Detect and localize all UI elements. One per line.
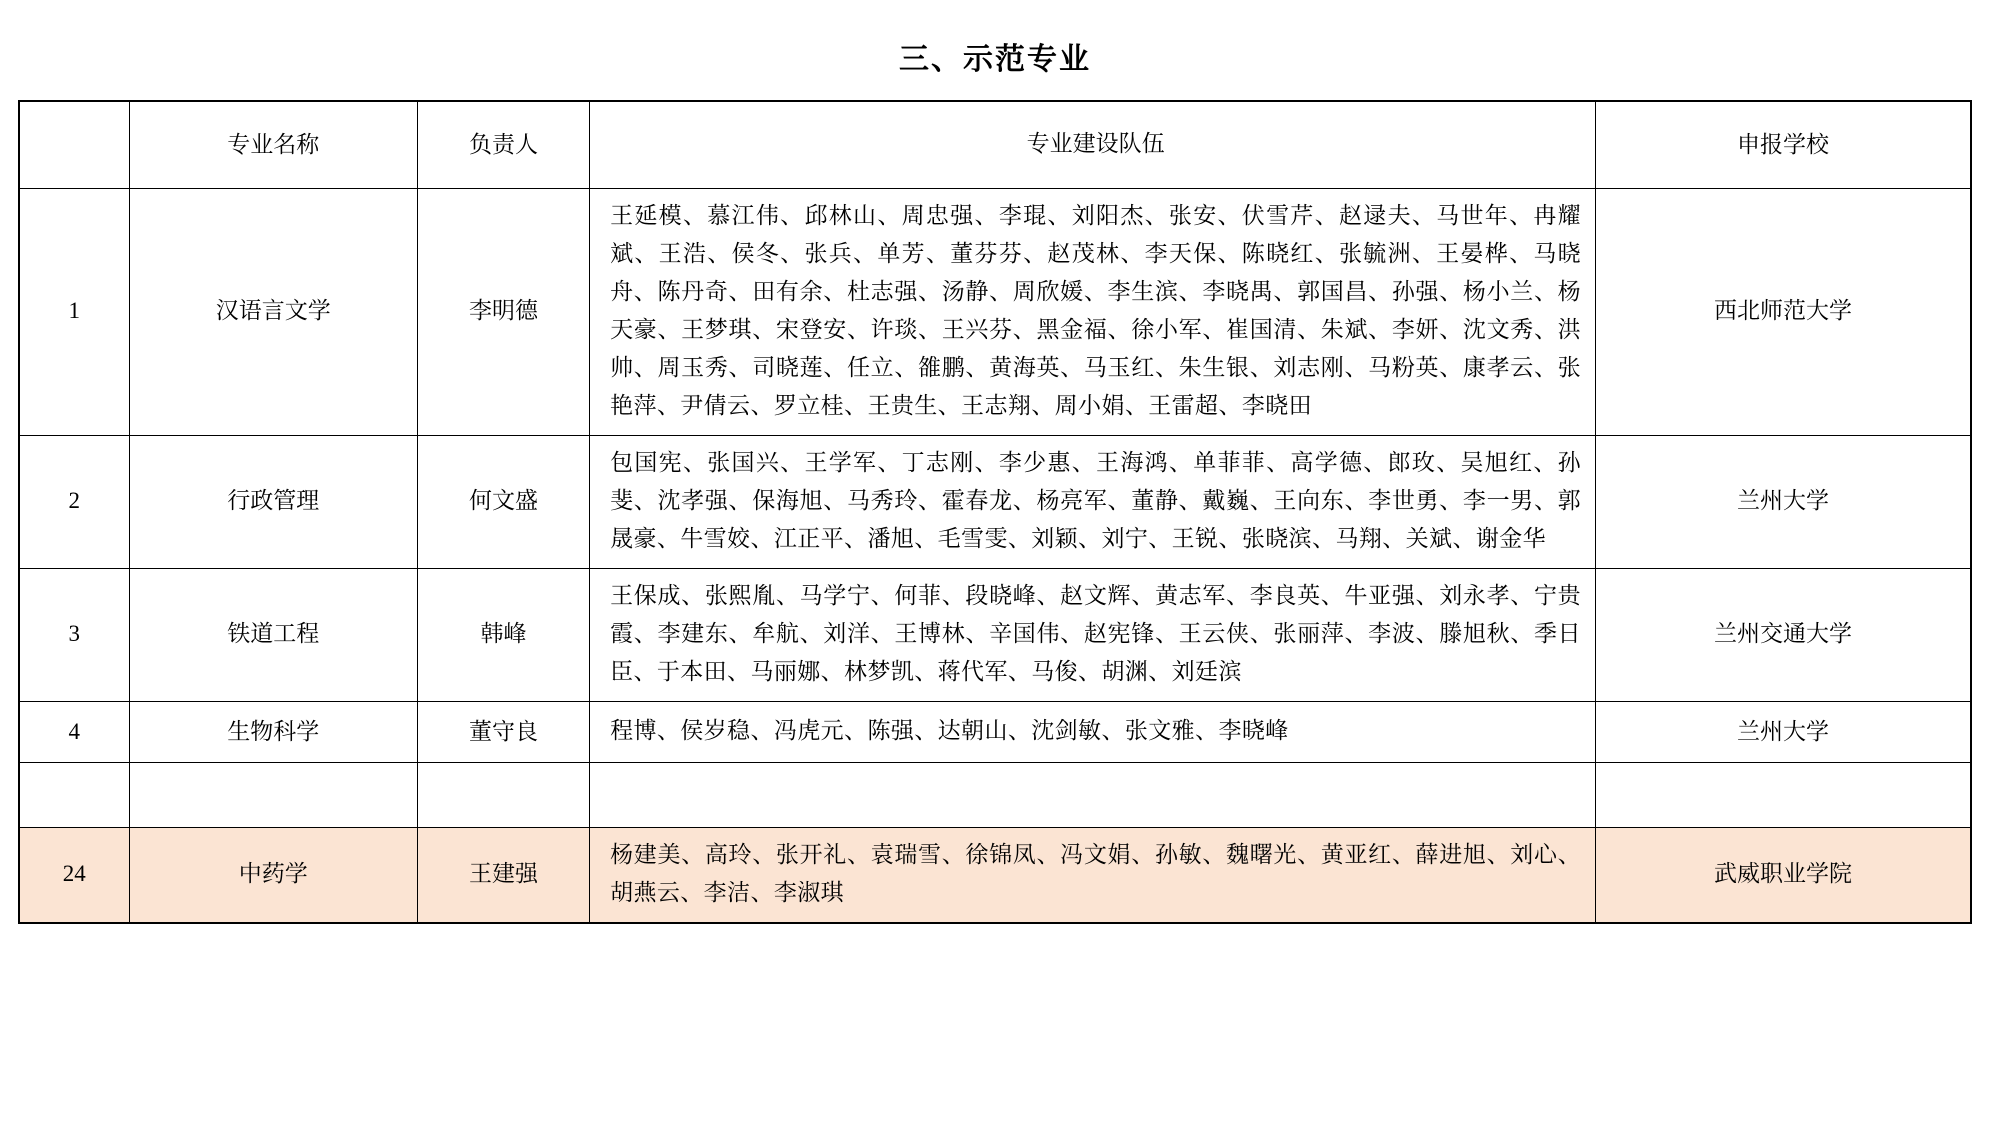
- header-row: [19, 101, 1971, 189]
- row-team: [590, 569, 1596, 702]
- row-major: 中药学: [129, 828, 417, 924]
- table-row: [19, 702, 1971, 763]
- row-team-text: 包国宪、张国兴、王学军、丁志刚、李少惠、王海鸿、单菲菲、高学德、郎玫、吴旭红、孙斐、沈孝强、保海旭、马秀玲、霍春龙、杨亮军、董静、戴巍、王向东、李世勇、李一男、郭晟豪、牛雪姣、江正平、潘旭、毛雪雯、刘颖、刘宁、王锐、张晓滨、马翔、关斌、谢金华: [610, 450, 1582, 551]
- table-row: [19, 569, 1971, 702]
- demonstration-major-table: [18, 100, 1972, 924]
- row-team-text: 王保成、张熙胤、马学宁、何菲、段晓峰、赵文辉、黄志军、李良英、牛亚强、刘永孝、宁贵霞、李建东、牟航、刘洋、王博林、辛国伟、赵宪锋、王云侠、张丽萍、李波、滕旭秋、季日臣、于本田、马丽娜、林梦凯、蒋代军、马俊、胡渊、刘廷滨: [610, 583, 1582, 684]
- row-school: 兰州交通大学: [1596, 569, 1971, 702]
- row-leader: 董守良: [417, 702, 589, 763]
- row-index: 1: [19, 189, 129, 436]
- table-body: [19, 189, 1971, 924]
- row-major: 汉语言文学: [129, 189, 417, 436]
- row-team-text: 程博、侯岁稳、冯虎元、陈强、达朝山、沈剑敏、张文雅、李晓峰: [610, 718, 1289, 743]
- table-row-highlighted: [19, 828, 1971, 924]
- header-leader: 负责人: [417, 101, 589, 189]
- row-school: 兰州大学: [1596, 702, 1971, 763]
- header-index: [19, 101, 129, 189]
- row-school: 武威职业学院: [1596, 828, 1971, 924]
- row-major: 生物科学: [129, 702, 417, 763]
- table-row-spacer: [19, 763, 1971, 828]
- header-school: 申报学校: [1596, 101, 1971, 189]
- row-team: [590, 763, 1596, 828]
- row-major: 铁道工程: [129, 569, 417, 702]
- page-title: 三、示范专业: [899, 43, 1091, 76]
- row-index: 3: [19, 569, 129, 702]
- row-index: 24: [19, 828, 129, 924]
- row-major: [129, 763, 417, 828]
- row-school: 兰州大学: [1596, 436, 1971, 569]
- row-index: 4: [19, 702, 129, 763]
- row-team: [590, 189, 1596, 436]
- row-major: 行政管理: [129, 436, 417, 569]
- row-team: [590, 828, 1596, 924]
- row-index: 2: [19, 436, 129, 569]
- row-index: [19, 763, 129, 828]
- row-team-text: 杨建美、高玲、张开礼、袁瑞雪、徐锦凤、冯文娟、孙敏、魏曙光、黄亚红、薛进旭、刘心、胡燕云、李洁、李淑琪: [610, 842, 1582, 905]
- row-team-text: 王延模、慕江伟、邱林山、周忠强、李琨、刘阳杰、张安、伏雪芹、赵逯夫、马世年、冉耀斌、王浩、侯冬、张兵、单芳、董芬芬、赵茂林、李天保、陈晓红、张毓洲、王晏桦、马晓舟、陈丹奇、田有余、杜志强、汤静、周欣媛、李生滨、李晓禺、郭国昌、孙强、杨小兰、杨天豪、王梦琪、宋登安、许琰、王兴芬、黑金福、徐小军、崔国清、朱斌、李妍、沈文秀、洪帅、周玉秀、司晓莲、任立、雒鹏、黄海英、马玉红、朱生银、刘志刚、马粉英、康孝云、张艳萍、尹倩云、罗立桂、王贵生、王志翔、周小娟、王雷超、李晓田: [610, 203, 1582, 418]
- row-leader: [417, 763, 589, 828]
- header-major: 专业名称: [129, 101, 417, 189]
- row-leader: 王建强: [417, 828, 589, 924]
- row-school: [1596, 763, 1971, 828]
- table-row: [19, 436, 1971, 569]
- row-team: [590, 702, 1596, 763]
- row-leader: 何文盛: [417, 436, 589, 569]
- table-row: [19, 189, 1971, 436]
- table-header: [19, 101, 1971, 189]
- row-leader: 韩峰: [417, 569, 589, 702]
- row-team: [590, 436, 1596, 569]
- header-team: 专业建设队伍: [590, 101, 1596, 189]
- row-school: 西北师范大学: [1596, 189, 1971, 436]
- table-container: [0, 100, 1990, 924]
- row-leader: 李明德: [417, 189, 589, 436]
